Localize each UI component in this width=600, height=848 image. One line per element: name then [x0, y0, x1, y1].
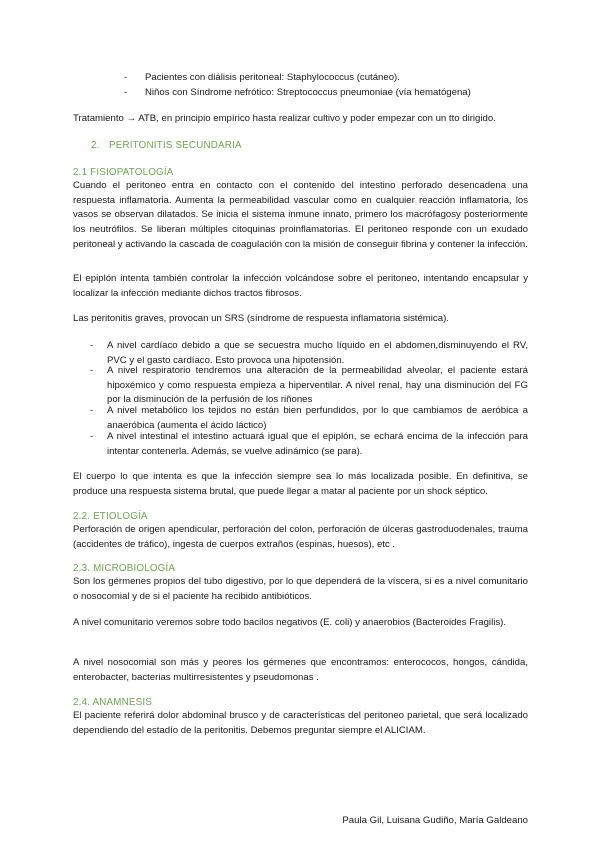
section-number: 2.	[91, 140, 100, 151]
subsection-title-fisiopatologia: 2.1 FISIOPATOLOGÍA	[73, 167, 174, 178]
list-item: Pacientes con diálisis peritoneal: Staphylococcus (cutáneo).	[145, 72, 400, 83]
list-bullet: -	[90, 340, 94, 351]
list-bullet: -	[124, 87, 128, 98]
paragraph: Cuando el peritoneo entra en contacto con el contenido del intestino perforado desencadena una respuesta inflamatoria. Aumenta la permeabilidad vascular como en cualquier reacción inflamatoria, los vasos se observan dilatados. Se inicia el sistema inmune innato, primero los macrófagosy posteriormente los neutrófilos. Se liberan múltiples citoquinas proinflamatorias. El peritoneo responde con un exudado peritoneal y activando la cascada de coagulación con la misión de conseguir fibrina y contener la infección.	[73, 180, 528, 250]
list-bullet: -	[90, 365, 94, 376]
treatment-paragraph: Tratamiento → ATB, en principio empírico hasta realizar cultivo y poder empezar con un tto dirigido.	[73, 113, 496, 124]
list-bullet: -	[90, 431, 94, 442]
list-item: A nivel intestinal el intestino actuará igual que el epiplón, se echará encima de la infección para intentar contenerla. Además, se vuelve adinámico (se para).	[107, 431, 528, 457]
subsection-title-anamnesis: 2.4. ANAMNESIS	[73, 697, 153, 708]
list-bullet: -	[90, 405, 94, 416]
paragraph: A nivel nosocomial son más y peores los gérmenes que encontramos: enterococos, hongos, cándida, enterobacter, bacterias multirresistentes y pseudomonas .	[73, 657, 528, 683]
list-item: Niños con Síndrome nefrótico: Streptococcus pneumoniae (vía hematógena)	[145, 87, 471, 98]
list-bullet: -	[124, 72, 128, 83]
subsection-title-microbiologia: 2.3. MICROBIOLOGÍA	[73, 563, 176, 574]
paragraph: Las peritonitis graves, provocan un SRS (síndrome de respuesta inflamatoria sistémica).	[73, 313, 449, 324]
paragraph: El cuerpo lo que intenta es que la infección siempre sea lo más localizada posible. En definitiva, se produce una respuesta sistema brutal, que puede llegar a matar al paciente por un shock séptico.	[73, 471, 528, 497]
list-item: A nivel respiratorio tendremos una alteración de la permeabilidad alveolar, el paciente estará hipoxémico y como respuesta empieza a hiperventilar. A nivel renal, hay una disminución del FG por la disminución de la perfusión de los riñones	[107, 365, 528, 406]
page-footer-authors: Paula Gil, Luisana Gudiño, María Galdeano	[342, 815, 528, 826]
list-item: A nivel metabólico los tejidos no están bien perfundidos, por lo que cambiamos de aeróbica a anaeróbica (aumenta el ácido láctico)	[107, 405, 528, 431]
section-title: PERITONITIS SECUNDARIA	[109, 140, 242, 151]
paragraph: El paciente referirá dolor abdominal brusco y de características del peritoneo parietal, que será localizado dependiendo del estadío de la peritonitis. Debemos preguntar siempre el ALICIAM.	[73, 710, 528, 736]
subsection-title-etiologia: 2.2. ETIOLOGÍA	[73, 511, 148, 522]
paragraph: Perforación de origen apendicular, perforación del colon, perforación de úlceras gastroduodenales, trauma (accidentes de tráfico), ingesta de cuerpos extraños (espinas, huesos), etc .	[73, 524, 528, 550]
paragraph: A nivel comunitario veremos sobre todo bacilos negativos (E. coli) y anaerobios (Bacteroides Fragilis).	[73, 617, 506, 628]
paragraph: Son los gérmenes propios del tubo digestivo, por lo que dependerá de la víscera, si es a nivel comunitario o nosocomial y de si el paciente ha recibido antibióticos.	[73, 576, 528, 602]
list-item: A nivel cardíaco debido a que se secuestra mucho líquido en el abdomen,disminuyendo el RV, PVC y el gasto cardíaco. Esto provoca una hipotensión.	[107, 340, 528, 366]
paragraph: El epiplón intenta también controlar la infección volcándose sobre el peritoneo, intentando encapsular y localizar la infección mediante dichos tractos fibrosos.	[73, 273, 528, 299]
